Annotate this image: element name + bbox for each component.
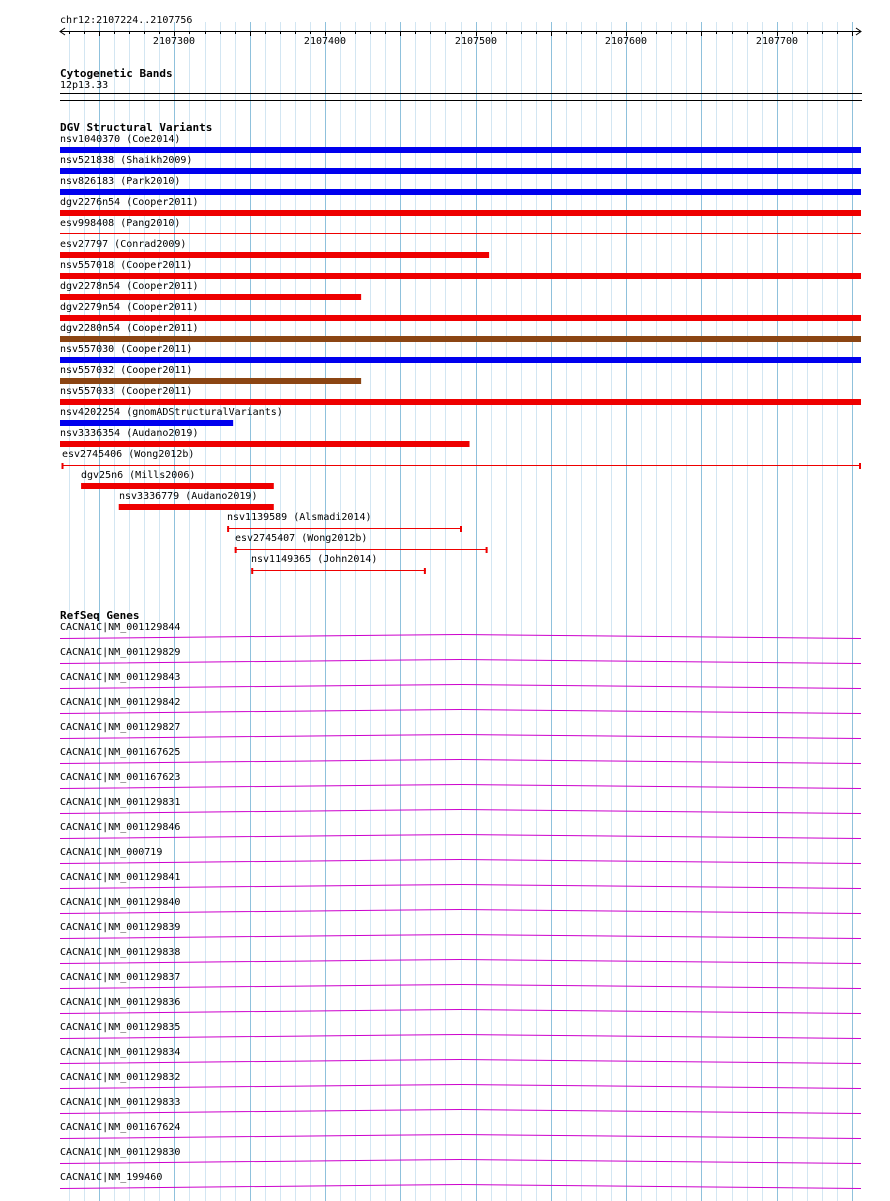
refseq-intron-line <box>0 832 890 842</box>
refseq-intron-path <box>60 910 861 914</box>
refseq-intron-line <box>0 857 890 867</box>
refseq-intron-path <box>60 685 861 689</box>
dgv-variant-label: nsv557030 (Cooper2011) <box>60 344 193 355</box>
dgv-variant-bar <box>60 210 861 216</box>
refseq-gene-label: CACNA1C|NM_001167625 <box>60 747 181 758</box>
dgv-variant-label: esv27797 (Conrad2009) <box>60 239 187 250</box>
dgv-variant-label: nsv3336354 (Audano2019) <box>60 428 199 439</box>
coordinate-ruler[interactable] <box>0 0 890 60</box>
dgv-variant-label: nsv1149365 (John2014) <box>251 554 378 565</box>
dgv-variant-label: nsv557032 (Cooper2011) <box>60 365 193 376</box>
refseq-intron-line <box>0 907 890 917</box>
dgv-variant-bar <box>60 147 861 153</box>
refseq-intron-path <box>60 1135 861 1139</box>
refseq-gene-label: CACNA1C|NM_001129834 <box>60 1047 181 1058</box>
dgv-variant-glyph <box>0 334 890 344</box>
dgv-variant-glyph <box>0 397 890 407</box>
dgv-variant-end-cap <box>486 547 488 553</box>
dgv-variant-label: dgv2279n54 (Cooper2011) <box>60 302 199 313</box>
refseq-intron-path <box>60 860 861 864</box>
dgv-variant-label: nsv557018 (Cooper2011) <box>60 260 193 271</box>
dgv-variant-start-cap <box>62 463 64 469</box>
dgv-variant-glyph <box>0 481 890 491</box>
dgv-variant-bar <box>60 336 861 342</box>
refseq-intron-path <box>60 1185 861 1189</box>
dgv-variant-glyph <box>0 544 890 554</box>
cytoband-line-top <box>60 93 862 94</box>
refseq-gene-label: CACNA1C|NM_001129841 <box>60 872 181 883</box>
dgv-variant-bar <box>60 357 861 363</box>
refseq-intron-line <box>0 957 890 967</box>
ruler-tick-label: 2107500 <box>454 36 498 47</box>
refseq-track-title[interactable]: RefSeq Genes <box>60 609 140 622</box>
dgv-variant-start-cap <box>251 568 253 574</box>
dgv-variant-label: esv998408 (Pang2010) <box>60 218 181 229</box>
dgv-variant-glyph <box>0 565 890 575</box>
refseq-intron-path <box>60 1110 861 1114</box>
refseq-gene-label: CACNA1C|NM_001129833 <box>60 1097 181 1108</box>
refseq-intron-path <box>60 1085 861 1089</box>
refseq-gene-label: CACNA1C|NM_001129837 <box>60 972 181 983</box>
refseq-intron-line <box>0 1157 890 1167</box>
dgv-variant-label: esv2745406 (Wong2012b) <box>62 449 195 460</box>
refseq-intron-line <box>0 682 890 692</box>
refseq-gene-label: CACNA1C|NM_001129835 <box>60 1022 181 1033</box>
refseq-intron-path <box>60 785 861 789</box>
dgv-variant-label: dgv2276n54 (Cooper2011) <box>60 197 199 208</box>
dgv-variant-label: nsv1040370 (Coe2014) <box>60 134 181 145</box>
cytoband-label: 12p13.33 <box>60 80 109 91</box>
refseq-intron-path <box>60 660 861 664</box>
dgv-variant-glyph <box>0 292 890 302</box>
refseq-gene-label: CACNA1C|NM_199460 <box>60 1172 163 1183</box>
dgv-variant-label: dgv25n6 (Mills2006) <box>81 470 196 481</box>
dgv-variant-label: nsv3336779 (Audano2019) <box>119 491 258 502</box>
dgv-variant-glyph <box>0 523 890 533</box>
refseq-intron-line <box>0 732 890 742</box>
refseq-gene-label: CACNA1C|NM_001129843 <box>60 672 181 683</box>
refseq-intron-path <box>60 885 861 889</box>
dgv-variant-bar <box>60 189 861 195</box>
refseq-intron-line <box>0 1182 890 1192</box>
dgv-variant-bar <box>60 252 489 258</box>
refseq-intron-line <box>0 632 890 642</box>
refseq-intron-path <box>60 735 861 739</box>
dgv-variant-bar <box>60 168 861 174</box>
refseq-intron-path <box>60 1160 861 1164</box>
dgv-variant-bar <box>60 420 233 426</box>
dgv-variant-glyph <box>0 145 890 155</box>
dgv-variant-bar <box>60 399 861 405</box>
refseq-gene-label: CACNA1C|NM_001129842 <box>60 697 181 708</box>
refseq-gene-label: CACNA1C|NM_001167623 <box>60 772 181 783</box>
dgv-variant-glyph <box>0 418 890 428</box>
ruler-tick-label: 2107600 <box>604 36 648 47</box>
dgv-variant-glyph <box>0 250 890 260</box>
dgv-variant-label: esv2745407 (Wong2012b) <box>235 533 368 544</box>
dgv-variant-glyph <box>0 313 890 323</box>
refseq-gene-label: CACNA1C|NM_001129846 <box>60 822 181 833</box>
refseq-intron-line <box>0 1082 890 1092</box>
dgv-variant-glyph <box>0 439 890 449</box>
dgv-variant-bar <box>60 315 861 321</box>
refseq-intron-path <box>60 1010 861 1014</box>
dgv-variant-label: nsv4202254 (gnomADStructuralVariants) <box>60 407 283 418</box>
refseq-intron-line <box>0 1032 890 1042</box>
refseq-intron-line <box>0 657 890 667</box>
refseq-gene-label: CACNA1C|NM_001129831 <box>60 797 181 808</box>
dgv-variant-glyph <box>0 376 890 386</box>
dgv-variant-start-cap <box>227 526 229 532</box>
refseq-intron-path <box>60 935 861 939</box>
dgv-variant-bar <box>81 483 274 489</box>
ruler-tick-label: 2107700 <box>755 36 799 47</box>
refseq-gene-label: CACNA1C|NM_001129838 <box>60 947 181 958</box>
cytoband-line-bottom <box>60 100 862 101</box>
dgv-variant-label: nsv521838 (Shaikh2009) <box>60 155 193 166</box>
dgv-variant-label: dgv2278n54 (Cooper2011) <box>60 281 199 292</box>
refseq-intron-path <box>60 710 861 714</box>
refseq-intron-line <box>0 807 890 817</box>
dgv-variant-label: dgv2280n54 (Cooper2011) <box>60 323 199 334</box>
refseq-intron-line <box>0 932 890 942</box>
refseq-intron-line <box>0 1132 890 1142</box>
refseq-intron-path <box>60 835 861 839</box>
dgv-variant-end-cap <box>460 526 462 532</box>
refseq-intron-line <box>0 757 890 767</box>
refseq-intron-path <box>60 760 861 764</box>
refseq-gene-label: CACNA1C|NM_001129830 <box>60 1147 181 1158</box>
refseq-intron-path <box>60 635 861 639</box>
ruler-tick-label: 2107300 <box>152 36 196 47</box>
dgv-variant-glyph <box>0 166 890 176</box>
dgv-variant-start-cap <box>235 547 237 553</box>
dgv-variant-bar <box>119 504 274 510</box>
dgv-variant-glyph <box>0 502 890 512</box>
dgv-variant-bar <box>60 441 470 447</box>
refseq-intron-line <box>0 707 890 717</box>
refseq-intron-line <box>0 982 890 992</box>
dgv-variant-end-cap <box>424 568 426 574</box>
dgv-variant-label: nsv557033 (Cooper2011) <box>60 386 193 397</box>
refseq-gene-label: CACNA1C|NM_001129836 <box>60 997 181 1008</box>
refseq-intron-line <box>0 1107 890 1117</box>
refseq-intron-path <box>60 1060 861 1064</box>
ruler-tick-label: 2107400 <box>303 36 347 47</box>
refseq-gene-label: CACNA1C|NM_000719 <box>60 847 163 858</box>
dgv-variant-end-cap <box>859 463 861 469</box>
dgv-variant-glyph <box>0 208 890 218</box>
dgv-variant-glyph <box>0 355 890 365</box>
refseq-gene-label: CACNA1C|NM_001129832 <box>60 1072 181 1083</box>
refseq-intron-path <box>60 960 861 964</box>
refseq-intron-path <box>60 810 861 814</box>
refseq-intron-path <box>60 1035 861 1039</box>
refseq-intron-line <box>0 1007 890 1017</box>
dgv-variant-glyph <box>0 187 890 197</box>
dgv-variant-bar <box>60 294 361 300</box>
dgv-variant-bar <box>60 378 361 384</box>
refseq-intron-line <box>0 1057 890 1067</box>
refseq-intron-line <box>0 782 890 792</box>
refseq-intron-path <box>60 985 861 989</box>
refseq-gene-label: CACNA1C|NM_001167624 <box>60 1122 181 1133</box>
refseq-gene-label: CACNA1C|NM_001129827 <box>60 722 181 733</box>
refseq-intron-line <box>0 882 890 892</box>
region-label: chr12:2107224..2107756 <box>60 15 193 26</box>
refseq-gene-label: CACNA1C|NM_001129839 <box>60 922 181 933</box>
dgv-variant-glyph <box>0 271 890 281</box>
dgv-track-title[interactable]: DGV Structural Variants <box>60 121 213 134</box>
dgv-variant-glyph <box>0 460 890 470</box>
dgv-variant-label: nsv1139589 (Alsmadi2014) <box>227 512 372 523</box>
refseq-gene-label: CACNA1C|NM_001129829 <box>60 647 181 658</box>
dgv-variant-glyph <box>0 229 890 239</box>
refseq-gene-label: CACNA1C|NM_001129840 <box>60 897 181 908</box>
refseq-gene-label: CACNA1C|NM_001129844 <box>60 622 181 633</box>
cytoband-track-title[interactable]: Cytogenetic Bands <box>60 67 173 80</box>
dgv-variant-label: nsv826183 (Park2010) <box>60 176 181 187</box>
dgv-variant-bar <box>60 273 861 279</box>
